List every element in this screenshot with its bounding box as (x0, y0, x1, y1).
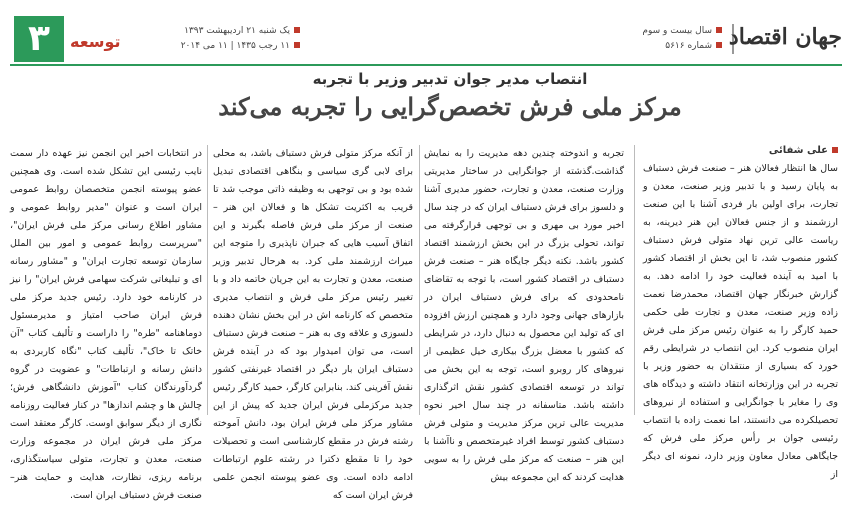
page-header (10, 10, 842, 66)
date-persian: یک شنبه ۲۱ اردیبهشت ۱۳۹۳ (184, 26, 290, 36)
newspaper-logo: جهان اقتصاد (728, 24, 842, 50)
section-title: توسعه (70, 32, 121, 51)
column-divider (207, 145, 208, 415)
column-divider (419, 145, 420, 415)
author-name: علی شفائی (768, 145, 828, 156)
issue-info (592, 24, 722, 54)
bullet-icon (716, 42, 722, 48)
date-alt: ۱۱ رجب ۱۴۳۵ | ۱۱ می ۲۰۱۴ (180, 41, 290, 51)
author-byline (769, 145, 838, 156)
article-column-1: سال ها انتظار فعالان هنر – صنعت فرش دستباف به پایان رسید و با تدبیر وزیر صنعت، معدن و تجارت، برای اولین بار فردی آشنا با این صنعت ارزشمند و از جنس فعالان این هنر دیرینه، به ریاست عالی ترین نهاد متولی فرش دستباف کشور منصوب شد، تا این بخش از اقتصاد کشور با امید به آینده فعالیت خود را ادامه دهد. به گزارش خبرنگار جهان اقتصاد، محمدرضا نعمت زاده وزیر صنعت، معدن و تجارت طی حکمی حمید کارگر را به عنوان رئیس مرکز ملی فرش ایران منصوب کرد. این انتصاب در شرایطی رقم خورد که بسیاری از منتقدان به حضور وزیر با تجربه در این وزارتخانه انتقاد داشته و دیدگاه های وی را مغایر با جوانگرایی و استفاده از نیروهای تحصیلکرده می دانستند، اما نعمت زاده با انتصاب رئیسی جوان بر رأس مرکز ملی فرش که جایگاهی معادل معاون وزیر دارد، نمونه ای دیگر از (643, 163, 838, 480)
bullet-icon (294, 27, 300, 33)
article-column-4: در انتخابات اخیر این انجمن نیز عهده دار سمت نایب رئیسی این تشکل شده است. وی همچنین عضو پیوسته انجمن متخصصان روابط عمومی ایران است و عنوان "مدیر روابط عمومی و مشاور اطلاع رسانی مرکز ملی فرش ایران"، "سرپرست روابط عمومی و امور بین الملل سازمان توسعه تجارت ایران" و "مشاور رسانه ای و تبلیغاتی شرکت سهامی فرش ایران" را نیز در کارنامه خود دارد. رئیس جدید مرکز ملی فرش ایران صاحب امتیاز و مدیرمسئول دوماهنامه "طره" را داراست و تألیف کتاب "آن خاتک تا خاک"، تألیف کتاب "نگاه کاربردی به دانش رسانه و ارتباطات" و عضویت در گروه گردآورندگان کتاب "آموزش دانشگاهی فرش؛ چالش ها و چشم اندازها" در کنار فعالیت روزنامه نگاری از دیگر سوابق اوست. کارگر معتقد است مرکز ملی فرش ایران در مجموعه وزارت صنعت، معدن و تجارت، متولی سیاستگذاری، برنامه ریزی، نظارت، هدایت و حمایت هنر–صنعت فرش دستباف ایران است. (10, 148, 202, 501)
article-column-3: از آنکه مرکز متولی فرش دستباف باشد، به محلی برای لابی گری سیاسی و بنگاهی اقتصادی تبدیل شده بود و بی توجهی به وظیفه ذاتی موجب شد تا قریب به اکثریت تشکل ها و فعالان این هنر – صنعت از مرکز ملی فرش فاصله بگیرند و این اتفاق آسیب هایی که جبران ناپذیری را متوجه این میراث ارزشمند ملی کرد. به هرحال تدبیر وزیر صنعت، معدن و تجارت به این جریان خاتمه داد و با تغییر رئیس مرکز ملی فرش و انتصاب مدیری متخصص که کارنامه اش در این بخش نشان دهنده دلسوزی و علاقه وی به هنر – صنعت فرش دستباف است، می توان امیدوار بود که در آینده فرش دستباف ایران بار دیگر در اقتصاد غیرنفتی کشور نقش آفرینی کند. بنابراین کارگر، حمید کارگر رئیس جدید مرکزملی فرش ایران جدید که پیش از این مشاور مرکز ملی فرش ایران بود، دانش آموخته رشته فرش در مقطع کارشناسی است و تحصیلات خود را تا مقطع دکترا در رشته علوم ارتباطات ادامه داده است. وی عضو پیوسته انجمن علمی فرش ایران است که (213, 148, 413, 501)
article-kicker: انتصاب مدیر جوان تدبیر وزیر با تجربه (312, 70, 588, 88)
bullet-icon (294, 42, 300, 48)
bullet-icon (716, 27, 722, 33)
volume-label: سال بیست و سوم (642, 26, 712, 36)
date-info (160, 24, 300, 54)
page-number: ۳ (14, 16, 64, 62)
issue-number: شماره ۵۶۱۶ (665, 41, 712, 51)
bullet-icon (832, 147, 838, 153)
article-column-2: تجربه و اندوخته چندین دهه مدیریت را به نمایش گذاشت.گذشته از جوانگرایی در ساختار مدیریتی وزارت صنعت، معدن و تجارت، حضور مدیری آشنا و دلسوز برای فرش دستباف ایران که در چند سال اخیر مورد بی مهری و بی توجهی قرارگرفته می تواند، تحولی بزرگ در این بخش ارزشمند اقتصاد کشور باشد. نکته دیگر جایگاه هنر – صنعت فرش دستباف در اقتصاد کشور است، با توجه به تقاضای نامحدودی که برای فرش دستباف ایران در بازارهای جهانی وجود دارد و همچنین ارزش افزوده ای که تولید این محصول به دنبال دارد، در شرایطی که کشور با معضل بزرگ بیکاری خیل عظیمی از نیروهای کار روبرو است، توجه به این بخش می تواند در توسعه اقتصادی کشور نقش اثرگذاری داشته باشد. متاسفانه در چند سال اخیر نحوه مدیریت عالی ترین مرکز مدیریت و متولی فرش دستباف کشور توسط افراد غیرمتخصص و ناآشنا با این هنر – صنعت که مرکز ملی فرش را به سویی هدایت کردند که این مجموعه بیش (424, 148, 624, 483)
article-headline: مرکز ملی فرش تخصص‌گرایی را تجربه می‌کند (218, 92, 682, 121)
column-divider (634, 145, 635, 415)
